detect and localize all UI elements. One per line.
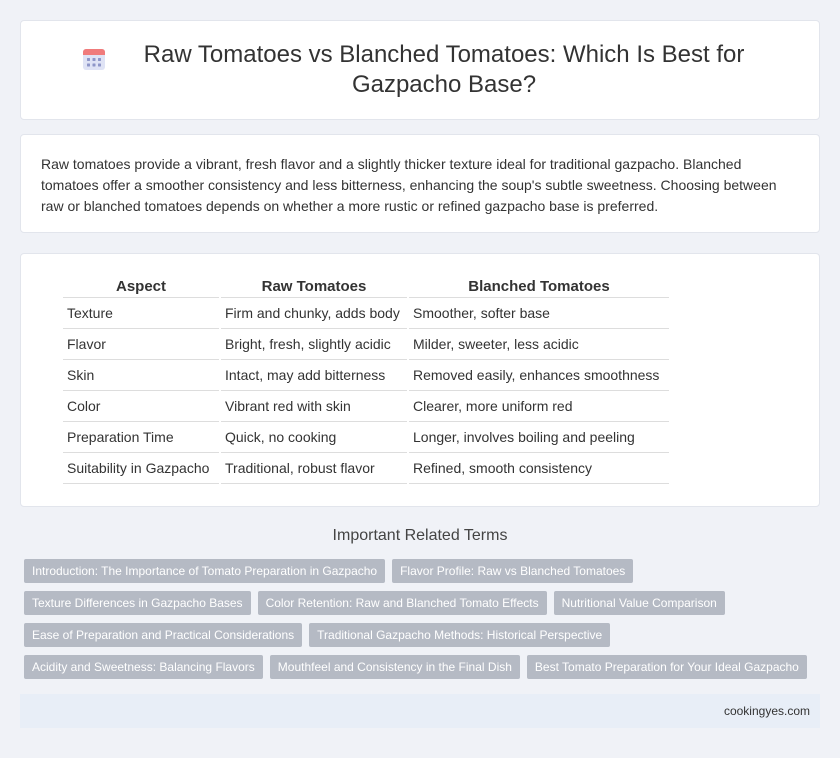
cell-blanched: Refined, smooth consistency [409,453,669,484]
cell-aspect: Preparation Time [63,422,219,453]
related-tag[interactable]: Nutritional Value Comparison [554,591,725,615]
title-wrap [81,40,759,100]
table-row [63,422,669,453]
cell-raw: Quick, no cooking [221,422,407,453]
cell-aspect: Texture [63,298,219,329]
cell-blanched: Smoother, softer base [409,298,669,329]
cell-raw: Vibrant red with skin [221,391,407,422]
table-row [63,298,669,329]
related-tag[interactable]: Introduction: The Importance of Tomato Preparation in Gazpacho [24,559,385,583]
comparison-table [61,276,671,484]
cell-blanched: Removed easily, enhances smoothness [409,360,669,391]
related-tag[interactable]: Traditional Gazpacho Methods: Historical Perspective [309,623,610,647]
cell-aspect: Flavor [63,329,219,360]
related-terms-title: Important Related Terms [332,527,508,544]
cell-raw: Traditional, robust flavor [221,453,407,484]
cell-raw: Firm and chunky, adds body [221,298,407,329]
cell-aspect: Suitability in Gazpacho [63,453,219,484]
comparison-card [20,253,820,507]
calendar-icon [81,46,107,72]
cell-raw: Bright, fresh, slightly acidic [221,329,407,360]
related-tags [24,559,824,687]
related-tag[interactable]: Color Retention: Raw and Blanched Tomato Effects [258,591,547,615]
cell-blanched: Clearer, more uniform red [409,391,669,422]
related-tag[interactable]: Mouthfeel and Consistency in the Final Dish [270,655,520,679]
table-row [63,329,669,360]
footer-site-link[interactable]: cookingyes.com [723,704,810,718]
related-tag[interactable]: Texture Differences in Gazpacho Bases [24,591,251,615]
header-blanched: Blanched Tomatoes [409,276,669,298]
related-tag[interactable]: Acidity and Sweetness: Balancing Flavors [24,655,263,679]
title-card [20,20,820,120]
cell-aspect: Color [63,391,219,422]
header-aspect: Aspect [63,276,219,298]
table-row [63,453,669,484]
intro-paragraph: Raw tomatoes provide a vibrant, fresh flavor and a slightly thicker texture ideal for traditional gazpacho. Blanched tomatoes offer a smoother consistency and less bitterness, enhancing the soup's subtle sweetness. Choosing between raw or blanched tomatoes depends on whether a more rustic or refined gazpacho base is preferred. [41,156,777,214]
cell-raw: Intact, may add bitterness [221,360,407,391]
table-header-row [63,276,669,298]
related-tag[interactable]: Flavor Profile: Raw vs Blanched Tomatoes [392,559,633,583]
page-title: Raw Tomatoes vs Blanched Tomatoes: Which Is Best for Gazpacho Base? [143,41,745,98]
table-row [63,391,669,422]
related-tag[interactable]: Best Tomato Preparation for Your Ideal Gazpacho [527,655,807,679]
cell-blanched: Longer, involves boiling and peeling [409,422,669,453]
table-row [63,360,669,391]
related-tag[interactable]: Ease of Preparation and Practical Considerations [24,623,302,647]
footer [20,694,820,728]
cell-blanched: Milder, sweeter, less acidic [409,329,669,360]
header-raw: Raw Tomatoes [221,276,407,298]
intro-card [20,134,820,233]
cell-aspect: Skin [63,360,219,391]
